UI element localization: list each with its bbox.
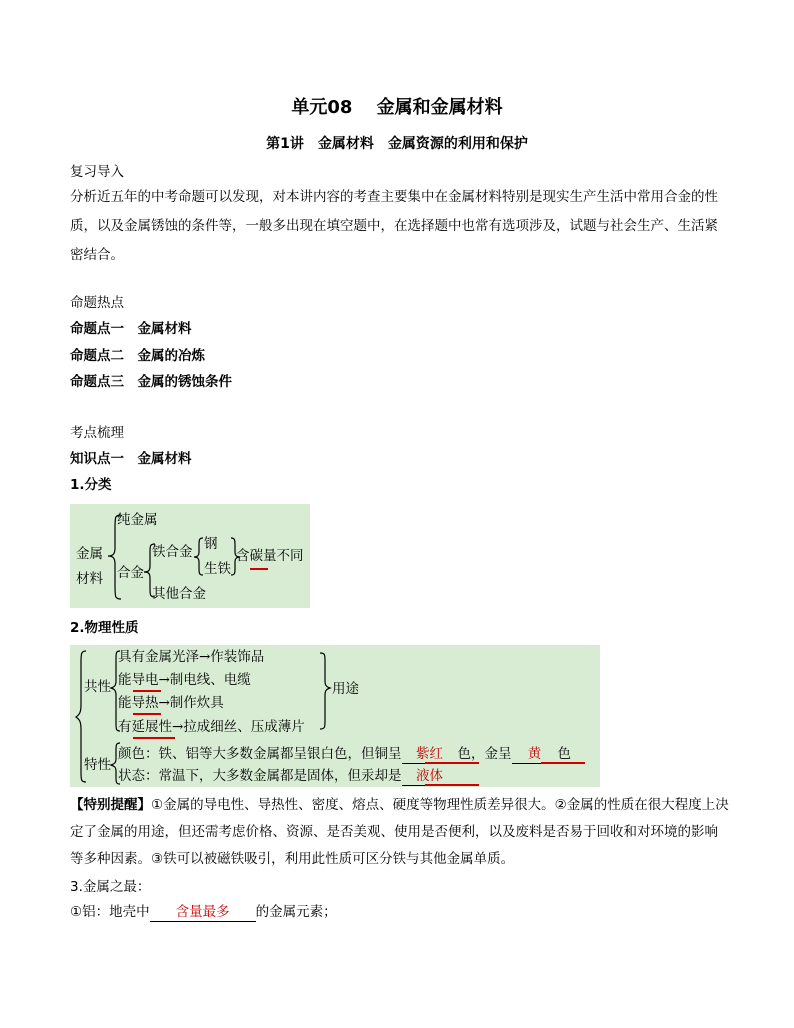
points-heading: 考点梳理 [70,425,124,441]
aluminum-text: ①铝：地壳中 [70,904,150,920]
mercury-underline [425,784,479,786]
conductivity-underline [133,690,161,692]
common-ductility: 有延展性→拉成细丝、压成薄片 [118,719,305,735]
properties-diagram [70,645,600,787]
common-heat-conduction: 能导热→制作炊具 [118,695,224,711]
page-title: 单元08 金属和金属材料 [291,97,503,118]
review-heading: 复习导入 [70,164,124,180]
copper-answer: 紫红 [416,746,443,762]
hot-item-2: 命题点二 金属的冶炼 [70,348,205,364]
aluminum-blank [150,904,256,922]
color-text-1: 颜色：铁、铝等大多数金属都呈银白色，但铜呈 [118,746,402,762]
classify-carbon-content: 含碳量不同 [236,548,304,564]
review-paragraph: 分析近五年的中考命题可以发现，对本讲内容的考查主要集中在金属材料特别是现实生产生活中常用合金的性质，以及金属锈蚀的条件等，一般多出现在填空题中，在选择题中也常有选项涉及，试题与社会生产、生活紧密结合。 [70,189,718,263]
state-line [118,766,458,786]
tip-text: ①金属的导电性、导热性、密度、熔点、硬度等物理性质差异很大。②金属的性质在很大程度上决定了金属的用途，但还需考虑价格、资源、是否美观、使用是否便利，以及废料是否易于回收和对环境的影响等多种因素。③铁可以被磁铁吸引，利用此性质可区分铁与其他金属单质。 [70,797,729,867]
knowledge-point-1: 知识点一 金属材料 [70,451,192,467]
special-label: 特性 [84,757,111,773]
hot-item-3: 命题点三 金属的锈蚀条件 [70,374,232,390]
section-classification: 1.分类 [70,477,112,493]
copper-underline [425,762,479,764]
heat-underline [133,713,161,715]
common-conductivity: 能导电→制电线、电缆 [118,672,251,688]
hot-heading: 命题热点 [70,295,124,311]
carbon-underline [250,568,268,570]
tip-label: 【特别提醒】 [70,797,151,813]
state-text: 状态：常温下，大多数金属都是固体，但汞却是 [118,768,402,784]
hot-item-1: 命题点一 金属材料 [70,321,192,337]
aluminum-suffix: 的金属元素； [255,904,337,920]
use-label: 用途 [332,681,359,697]
classify-root-2: 材料 [76,571,103,587]
gold-underline [541,762,585,764]
aluminum-line [70,902,337,922]
classify-steel: 钢 [204,536,218,552]
classify-alloy: 合金 [117,565,144,581]
color-line [118,744,571,764]
section-physical-properties: 2.物理性质 [70,620,139,636]
classify-root-1: 金属 [76,546,103,562]
mercury-answer: 液体 [416,768,443,784]
classify-pig-iron: 生铁 [204,561,231,577]
color-text-2: 色，金呈 [457,746,512,762]
gold-answer: 黄 [527,746,542,762]
section-metal-extremes: 3.金属之最： [70,879,151,895]
aluminum-answer: 含量最多 [175,904,230,920]
common-label: 共性 [84,679,111,695]
classification-diagram [70,504,310,608]
ductility-underline [133,737,175,739]
classify-pure-metal: 纯金属 [117,512,158,528]
classify-iron-alloy: 铁合金 [152,544,193,560]
page-subtitle: 第1讲 金属材料 金属资源的利用和保护 [266,136,528,152]
classify-other-alloy: 其他合金 [152,586,206,602]
color-text-3: 色 [557,746,571,762]
special-tip [70,792,730,873]
common-luster: 具有金属光泽→作装饰品 [118,649,265,665]
